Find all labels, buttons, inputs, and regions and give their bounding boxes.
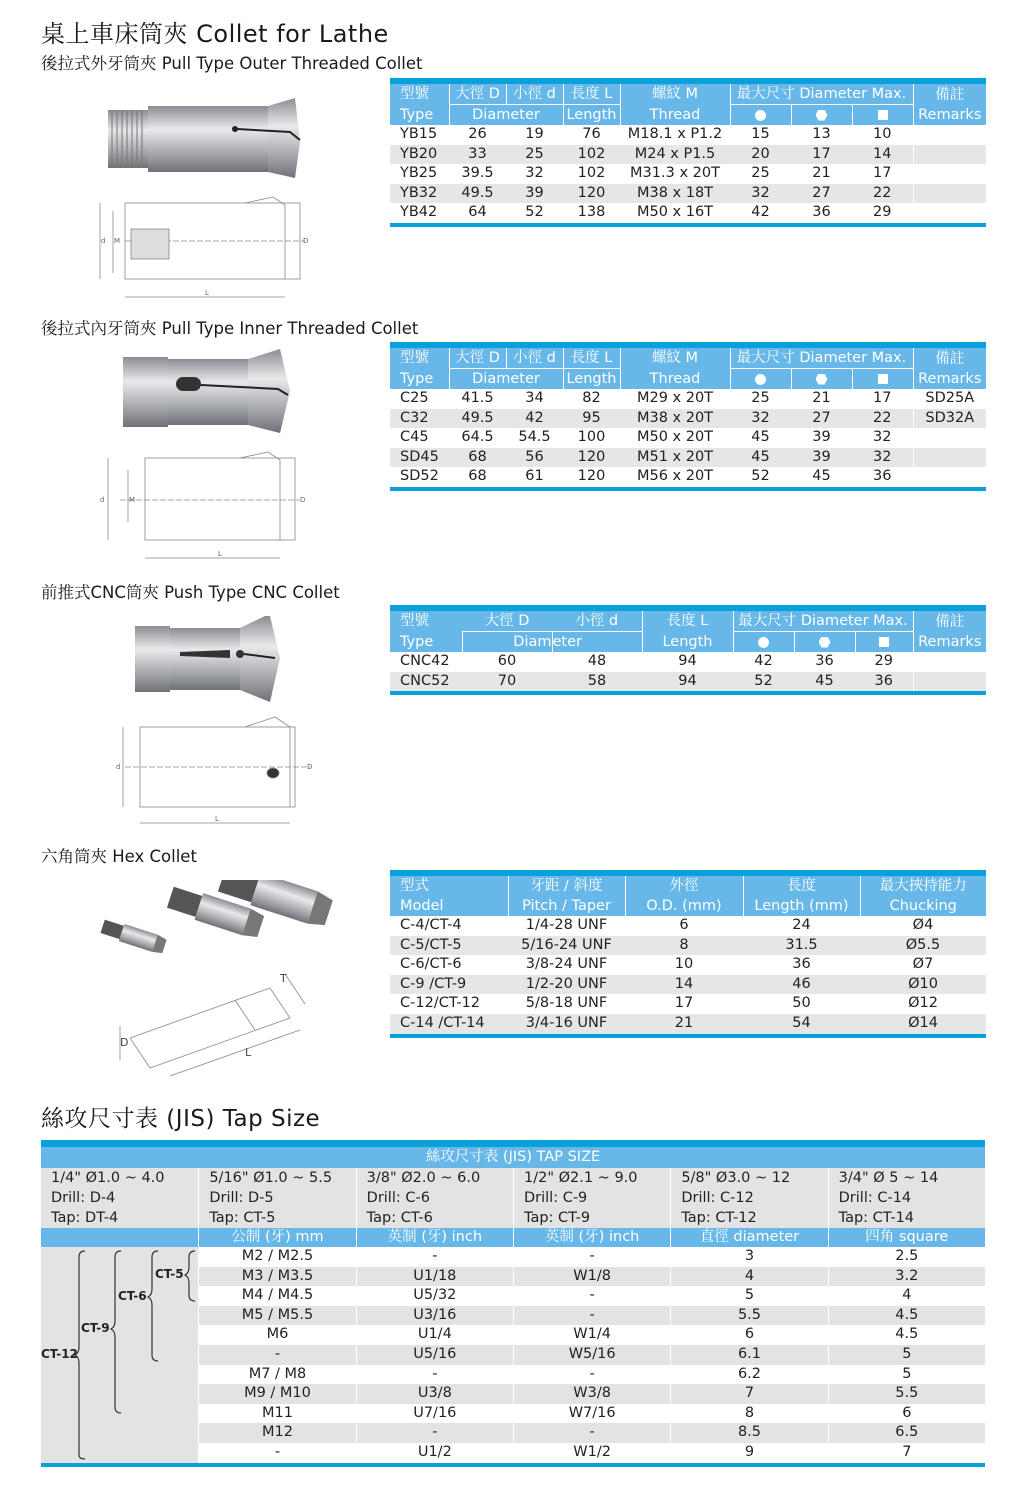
- table-row: [390, 164, 986, 184]
- table-cell: [913, 428, 986, 448]
- table-cell: 36: [855, 672, 913, 692]
- table-cell: 68: [468, 468, 487, 485]
- col-imperial-w: 英制 (牙) inch: [513, 1228, 670, 1247]
- table-row: [390, 409, 986, 429]
- table-cell: 54: [743, 1014, 860, 1034]
- table-cell: C-12/CT-12: [400, 995, 481, 1012]
- col-length-en: Length: [563, 105, 620, 126]
- col-thread-en: Thread: [620, 369, 730, 390]
- dim-label-D: D: [120, 1036, 129, 1049]
- table-row: M11 U7/16 W7/16 8 6: [198, 1404, 985, 1424]
- table-cell: SD25A: [913, 389, 986, 409]
- table-cell: M38 x 18T: [620, 184, 730, 204]
- square-icon: [878, 110, 888, 120]
- col-length: 長度 L: [563, 84, 620, 105]
- col-minor-diameter: 小徑 d: [506, 84, 563, 105]
- table-cell: 15: [751, 126, 770, 142]
- table-row: M7 / M8 - - 6.2 5: [198, 1365, 985, 1385]
- table-row: M12 - - 8.5 6.5: [198, 1423, 985, 1443]
- table-cell: 21: [812, 390, 831, 406]
- table-cell: 64: [468, 204, 487, 221]
- table-cell: 95: [563, 409, 620, 429]
- table-cell: [913, 145, 986, 165]
- tap-group: 5/16" Ø1.0 ~ 5.5 Drill: D-5 Tap: CT-5: [198, 1168, 355, 1228]
- table-cell: 39: [791, 448, 852, 468]
- col-imperial-u: 英制 (牙) inch: [356, 1228, 513, 1247]
- table-cell: 17: [873, 165, 892, 182]
- table-cell: YB25: [400, 165, 438, 182]
- bracket-label-ct12: CT-12: [41, 1347, 78, 1361]
- table-cell: 21: [625, 1014, 743, 1034]
- cnc-collet-table: [390, 605, 986, 695]
- table-cell: 32: [730, 409, 791, 429]
- table-cell: Ø12: [908, 995, 938, 1012]
- table-cell: C-14 /CT-14: [390, 1014, 508, 1034]
- svg-text:L: L: [205, 289, 209, 297]
- table-cell: 64.5: [461, 429, 494, 446]
- table-cell: 50: [792, 995, 811, 1012]
- table-cell: 52: [733, 672, 794, 692]
- col-minor-diameter: 小徑 d: [552, 611, 642, 632]
- table-cell: 27: [791, 184, 852, 204]
- table-row: [390, 936, 986, 956]
- cnc-collet-drawing: [115, 715, 315, 827]
- tap-size-title: 絲攻尺寸表 (JIS) Tap Size: [41, 1106, 321, 1132]
- svg-text:D: D: [303, 237, 309, 245]
- col-length: 長度: [743, 876, 860, 896]
- table-row: [390, 145, 986, 165]
- table-cell: 33: [449, 145, 506, 165]
- table-row: [390, 994, 986, 1014]
- tap-size-table: [41, 1140, 985, 1467]
- tap-group: 3/8" Ø2.0 ~ 6.0 Drill: C-6 Tap: CT-6: [356, 1168, 513, 1228]
- hex-collets-photo: [95, 880, 335, 970]
- col-major-diameter: 大徑 D: [462, 611, 552, 632]
- table-cell: YB15: [400, 126, 438, 142]
- col-chucking-en: Chucking: [860, 896, 986, 916]
- inner-collet-photo: [118, 345, 308, 440]
- table-cell: [913, 203, 986, 223]
- svg-text:D: D: [300, 496, 306, 504]
- col-type: 型號: [390, 348, 449, 369]
- col-diameter-en-b: eter: [552, 632, 642, 653]
- table-cell: 46: [743, 975, 860, 995]
- table-cell: 24: [792, 917, 811, 933]
- table-cell: [390, 691, 986, 695]
- table-cell: Ø7: [912, 956, 934, 973]
- tap-group: 5/8" Ø3.0 ~ 12 Drill: C-12 Tap: CT-12: [670, 1168, 827, 1228]
- hexagon-icon: [816, 374, 828, 385]
- table-cell: 36: [815, 653, 834, 669]
- svg-text:L: L: [218, 550, 222, 558]
- table-cell: 61: [525, 468, 544, 485]
- table-cell: 25: [751, 390, 770, 406]
- hex-collet-drawing: [110, 968, 310, 1078]
- table-cell: YB20: [390, 145, 449, 165]
- table-row: [390, 916, 986, 936]
- table-cell: 138: [577, 204, 606, 221]
- table-cell: M31.3 x 20T: [630, 165, 720, 182]
- table-cell: 68: [449, 448, 506, 468]
- table-cell: SD52: [400, 468, 439, 485]
- table-row: [390, 125, 986, 145]
- table-row: - U1/2 W1/2 9 7: [198, 1443, 985, 1463]
- table-row: M4 / M4.5 U5/32 - 5 4: [198, 1286, 985, 1306]
- table-cell: YB32: [390, 184, 449, 204]
- table-cell: [791, 369, 852, 390]
- table-cell: 22: [852, 409, 913, 429]
- table-cell: 29: [873, 204, 892, 221]
- table-cell: 14: [625, 975, 743, 995]
- table-cell: C45: [400, 429, 429, 446]
- col-diameter-max: 最大尺寸 Diameter Max.: [733, 611, 913, 632]
- bracket-label-ct5: CT-5: [155, 1267, 184, 1281]
- hex-collet-table: [390, 870, 986, 1038]
- svg-text:d: d: [100, 496, 105, 504]
- table-cell: CNC52: [390, 672, 462, 692]
- table-cell: 82: [582, 390, 601, 406]
- table-cell: [913, 184, 986, 204]
- table-cell: C-9 /CT-9: [390, 975, 508, 995]
- table-cell: C-6/CT-6: [400, 956, 462, 973]
- table-cell: [913, 652, 986, 672]
- col-length: 長度 L: [642, 611, 733, 632]
- col-length-en: Length (mm): [743, 896, 860, 916]
- table-cell: [794, 632, 855, 653]
- col-square: 四角 square: [828, 1228, 985, 1247]
- table-row: [390, 975, 986, 995]
- section-title-cnc: 前推式CNC筒夾 Push Type CNC Collet: [41, 583, 340, 602]
- svg-text:D: D: [307, 763, 313, 771]
- table-cell: 26: [468, 126, 487, 142]
- section-title-outer: 後拉式外牙筒夾 Pull Type Outer Threaded Collet: [41, 54, 423, 73]
- col-type: 型號: [390, 611, 462, 632]
- col-metric: 公制 (牙) mm: [198, 1228, 355, 1247]
- table-cell: 54.5: [518, 429, 551, 446]
- table-cell: YB42: [400, 204, 438, 221]
- col-major-diameter: 大徑 D: [449, 348, 506, 369]
- table-cell: 102: [563, 145, 620, 165]
- circle-icon: [758, 637, 769, 648]
- table-cell: 39.5: [461, 165, 494, 182]
- table-cell: CNC42: [400, 653, 450, 669]
- table-cell: C32: [390, 409, 449, 429]
- circle-icon: [755, 110, 766, 121]
- table-cell: 36: [812, 204, 831, 221]
- hexagon-icon: [816, 110, 828, 121]
- table-cell: 120: [563, 448, 620, 468]
- table-cell: 36: [792, 956, 811, 973]
- table-cell: 36: [873, 468, 892, 485]
- table-cell: [913, 125, 986, 145]
- table-cell: 19: [525, 126, 544, 142]
- table-cell: [791, 105, 852, 126]
- bracket-label-ct6: CT-6: [118, 1289, 147, 1303]
- col-diameter: 直徑 diameter: [670, 1228, 827, 1247]
- tap-group: 1/4" Ø1.0 ~ 4.0 Drill: D-4 Tap: DT-4: [51, 1170, 165, 1226]
- table-cell: M50 x 16T: [636, 204, 714, 221]
- table-cell: 41.5: [461, 390, 494, 406]
- table-cell: 49.5: [449, 409, 506, 429]
- table-cell: 45: [751, 429, 770, 446]
- col-thread: 螺紋 M: [620, 84, 730, 105]
- table-cell: 48: [587, 653, 607, 669]
- table-row: [390, 389, 986, 409]
- table-cell: 8: [625, 936, 743, 956]
- col-chucking: 最大挾持能力: [860, 876, 986, 896]
- table-cell: 76: [582, 126, 601, 142]
- table-cell: 5/16-24 UNF: [508, 936, 625, 956]
- table-cell: 20: [730, 145, 791, 165]
- table-row: [390, 955, 986, 975]
- table-cell: Ø5.5: [860, 936, 986, 956]
- table-cell: 42: [751, 204, 770, 221]
- outer-collet-drawing: [95, 195, 315, 305]
- col-type: 型號: [390, 84, 449, 105]
- col-diameter-en: Diameter: [449, 369, 563, 390]
- table-cell: 3/4-16 UNF: [508, 1014, 625, 1034]
- table-cell: Ø4: [912, 917, 934, 933]
- table-cell: 29: [874, 653, 893, 669]
- table-cell: M24 x P1.5: [620, 145, 730, 165]
- table-cell: 32: [730, 184, 791, 204]
- table-cell: [852, 105, 913, 126]
- cnc-collet-photo: [130, 612, 310, 707]
- table-cell: 39: [812, 429, 831, 446]
- table-cell: [855, 632, 913, 653]
- table-cell: [730, 105, 791, 126]
- dim-label-d: d: [101, 237, 106, 245]
- table-row: [390, 672, 986, 692]
- section-title-inner: 後拉式內牙筒夾 Pull Type Inner Threaded Collet: [41, 319, 419, 338]
- dim-label-L: L: [245, 1046, 252, 1059]
- table-cell: [913, 164, 986, 184]
- table-cell: 102: [577, 165, 606, 182]
- col-diameter-en-a: Diam: [462, 632, 552, 653]
- section-title-hex: 六角筒夾 Hex Collet: [41, 847, 197, 866]
- col-diameter-en: Diameter: [449, 105, 563, 126]
- table-row: M5 / M5.5 U3/16 - 5.5 4.5: [198, 1306, 985, 1326]
- table-cell: 1/2-20 UNF: [508, 975, 625, 995]
- tap-table-caption: 絲攻尺寸表 (JIS) TAP SIZE: [41, 1147, 985, 1168]
- square-icon: [879, 637, 889, 647]
- col-type-en: Type: [390, 105, 449, 126]
- col-diameter-max: 最大尺寸 Diameter Max.: [730, 348, 913, 369]
- table-cell: C-4/CT-4: [400, 917, 462, 933]
- table-cell: 13: [812, 126, 831, 142]
- col-diameter-max: 最大尺寸 Diameter Max.: [730, 84, 913, 105]
- table-cell: 120: [563, 184, 620, 204]
- table-cell: 42: [506, 409, 563, 429]
- col-pitch-en: Pitch / Taper: [508, 896, 625, 916]
- table-cell: [390, 223, 986, 227]
- table-cell: 94: [642, 672, 733, 692]
- table-cell: 34: [525, 390, 544, 406]
- col-type-en: Type: [390, 369, 449, 390]
- hexagon-icon: [819, 637, 831, 648]
- tap-group: 1/2" Ø2.1 ~ 9.0 Drill: C-9 Tap: CT-9: [513, 1168, 670, 1228]
- bracket-label-ct9: CT-9: [81, 1321, 110, 1335]
- table-cell: [852, 369, 913, 390]
- table-cell: 120: [577, 468, 606, 485]
- table-cell: 17: [791, 145, 852, 165]
- tap-group: 3/4" Ø 5 ~ 14 Drill: C-14 Tap: CT-14: [828, 1168, 985, 1228]
- col-minor-diameter: 小徑 d: [506, 348, 563, 369]
- table-cell: C-5/CT-5: [390, 936, 508, 956]
- table-row: M9 / M10 U3/8 W3/8 7 5.5: [198, 1384, 985, 1404]
- table-cell: 5/8-18 UNF: [525, 995, 608, 1012]
- col-model: 型式: [390, 876, 508, 896]
- table-cell: C25: [400, 390, 429, 406]
- col-model-en: Model: [390, 896, 508, 916]
- tap-bracket-column: [41, 1247, 198, 1463]
- table-cell: [390, 487, 986, 491]
- table-row: [390, 467, 986, 487]
- table-cell: [913, 467, 986, 487]
- table-cell: 3/8-24 UNF: [525, 956, 608, 973]
- table-cell: 49.5: [449, 184, 506, 204]
- table-cell: 21: [812, 165, 831, 182]
- svg-text:M: M: [129, 496, 136, 504]
- table-cell: 45: [812, 468, 831, 485]
- table-cell: 70: [462, 672, 552, 692]
- table-cell: 94: [678, 653, 697, 669]
- table-cell: 25: [506, 145, 563, 165]
- table-cell: 1/4-28 UNF: [525, 917, 608, 933]
- table-cell: 32: [852, 448, 913, 468]
- svg-text:M: M: [114, 237, 121, 245]
- col-remarks: 備註 Remarks: [913, 84, 986, 125]
- table-cell: 10: [873, 126, 892, 142]
- dim-label-T: T: [280, 972, 287, 985]
- svg-text:d: d: [116, 763, 121, 771]
- table-cell: M18.1 x P1.2: [627, 126, 723, 142]
- table-cell: M29 x 20T: [636, 390, 714, 406]
- table-cell: SD45: [390, 448, 449, 468]
- table-cell: 27: [791, 409, 852, 429]
- col-major-diameter: 大徑 D: [449, 84, 506, 105]
- table-cell: 6: [679, 917, 689, 933]
- table-cell: 58: [552, 672, 642, 692]
- table-cell: 31.5: [743, 936, 860, 956]
- table-cell: [733, 632, 794, 653]
- table-row: [390, 652, 986, 672]
- square-icon: [878, 374, 888, 384]
- col-od: 外徑: [625, 876, 743, 896]
- table-cell: 10: [674, 956, 694, 973]
- table-row: [390, 1014, 986, 1034]
- col-remarks: 備註 Remarks: [913, 611, 986, 652]
- outer-collet-photo: [100, 92, 310, 187]
- col-length-en: Length: [642, 632, 733, 653]
- table-row: [390, 184, 986, 204]
- col-thread-en: Thread: [620, 105, 730, 126]
- table-cell: [390, 1034, 986, 1038]
- table-cell: 14: [852, 145, 913, 165]
- table-row: [390, 428, 986, 448]
- table-cell: 45: [794, 672, 855, 692]
- col-length: 長度 L: [563, 348, 620, 369]
- table-cell: 100: [577, 429, 606, 446]
- col-thread: 螺紋 M: [620, 348, 730, 369]
- table-cell: Ø10: [860, 975, 986, 995]
- table-cell: 52: [525, 204, 544, 221]
- table-cell: [730, 369, 791, 390]
- table-row: M2 / M2.5 - - 3 2.5: [198, 1247, 985, 1267]
- table-cell: 42: [754, 653, 773, 669]
- table-cell: M50 x 20T: [636, 429, 714, 446]
- col-remarks: 備註 Remarks: [913, 348, 986, 389]
- table-cell: 52: [751, 468, 770, 485]
- table-row: [390, 203, 986, 223]
- table-cell: 45: [730, 448, 791, 468]
- table-row: M6 U1/4 W1/4 6 4.5: [198, 1325, 985, 1345]
- table-cell: 56: [506, 448, 563, 468]
- table-cell: M38 x 20T: [620, 409, 730, 429]
- table-cell: 25: [751, 165, 770, 182]
- table-cell: 60: [497, 653, 517, 669]
- table-cell: M56 x 20T: [636, 468, 714, 485]
- table-cell: Ø14: [860, 1014, 986, 1034]
- inner-collet-table: [390, 342, 986, 491]
- table-cell: 17: [873, 390, 892, 406]
- table-cell: 32: [873, 429, 892, 446]
- table-cell: 32: [525, 165, 544, 182]
- col-od-en: O.D. (mm): [625, 896, 743, 916]
- page-title: 桌上車床筒夾 Collet for Lathe: [41, 20, 389, 48]
- outer-collet-table: [390, 78, 986, 227]
- inner-collet-drawing: [100, 450, 310, 565]
- col-type-en: Type: [390, 632, 462, 653]
- table-row: - U5/16 W5/16 6.1 5: [198, 1345, 985, 1365]
- table-cell: 22: [852, 184, 913, 204]
- col-pitch: 牙距 / 斜度: [508, 876, 625, 896]
- table-cell: M51 x 20T: [620, 448, 730, 468]
- table-cell: SD32A: [913, 409, 986, 429]
- table-cell: [913, 448, 986, 468]
- table-cell: 39: [506, 184, 563, 204]
- table-cell: 17: [674, 995, 694, 1012]
- table-row: [390, 448, 986, 468]
- table-cell: [913, 672, 986, 692]
- table-row: M3 / M3.5 U1/18 W1/8 4 3.2: [198, 1267, 985, 1287]
- circle-icon: [755, 374, 766, 385]
- col-length-en: Length: [563, 369, 620, 390]
- svg-text:L: L: [215, 815, 219, 823]
